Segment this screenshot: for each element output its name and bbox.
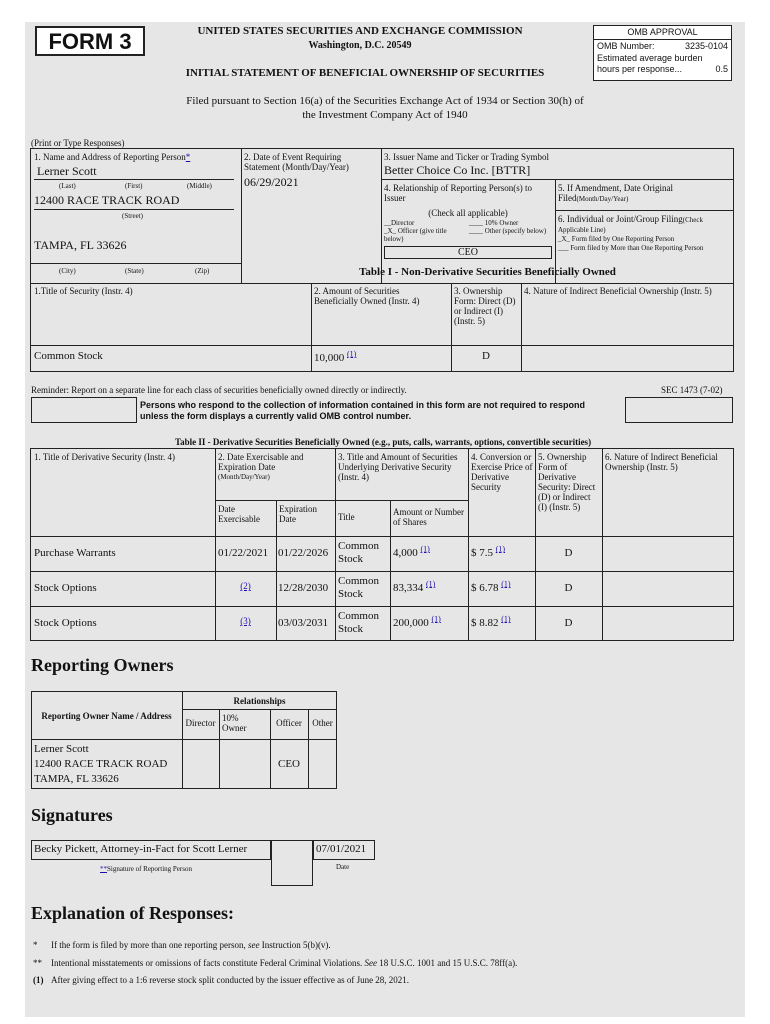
- box2-label: 2. Date of Event Requiring Statement (Month/Day/Year): [244, 152, 349, 172]
- first-label: (First): [125, 182, 143, 190]
- table2-row-exercisable: 01/22/2021: [218, 547, 269, 559]
- signature-gap-box: [271, 840, 313, 886]
- officer-option[interactable]: _X_ Officer (give title below): [384, 227, 447, 243]
- filed-pursuant-line2: the Investment Company Act of 1940: [302, 109, 468, 121]
- table2-row-expiration: 12/28/2030: [278, 582, 329, 594]
- explanation-mark: (1): [33, 975, 44, 985]
- agency-title: UNITED STATES SECURITIES AND EXCHANGE COMMISSION: [197, 25, 523, 37]
- table1-title: Table I - Non-Derivative Securities Beneficially Owned: [359, 266, 616, 278]
- box4-label: 4. Relationship of Reporting Person(s) to Issuer: [384, 183, 532, 203]
- omb-number-value: 3235-0104: [684, 41, 728, 51]
- owners-name-header: Reporting Owner Name / Address: [41, 711, 172, 721]
- table2-row-exercisable-footnote[interactable]: (3): [240, 616, 251, 626]
- officer-checked-mark: _X_: [384, 227, 397, 235]
- officer-title-box: CEO: [384, 246, 552, 259]
- omb-number-label: OMB Number:: [597, 41, 655, 51]
- city-state-zip: TAMPA, FL 33626: [34, 238, 127, 252]
- director-option[interactable]: __Director: [384, 219, 415, 227]
- owners-director-header: Director: [185, 718, 216, 728]
- street-label: (Street): [122, 212, 143, 220]
- box5-label: 5. If Amendment, Date Original Filed(Month/Day/Year): [558, 183, 673, 203]
- explanation-mark: **: [33, 958, 42, 968]
- explanation-item: * If the form is filed by more than one reporting person, see Instruction 5(b)(v).: [33, 940, 331, 950]
- form-title: INITIAL STATEMENT OF BENEFICIAL OWNERSHIP OF SECURITIES: [185, 67, 545, 79]
- table2-row-underlying-title: Common Stock: [338, 540, 379, 565]
- table2-row-price-footnote[interactable]: (1): [501, 614, 511, 624]
- reminder-left-box: [31, 397, 137, 423]
- owners-relationships-header: Relationships: [233, 696, 286, 706]
- table1-row-amount: 10,000 $^{(1)}$: [314, 349, 357, 364]
- table2-col4-header: 4. Conversion or Exercise Price of Derivative Security: [471, 452, 533, 492]
- form-label: FORM 3: [35, 26, 145, 56]
- explanation-item: (1) After giving effect to a 1:6 reverse stock split conducted by the issuer effective as of June 28, 2021.: [33, 975, 410, 985]
- omb-hours-value: 0.5: [715, 64, 728, 74]
- last-label: (Last): [59, 182, 76, 190]
- box6-label: 6. Individual or Joint/Group Filing(Check Applicable Line): [558, 214, 703, 234]
- table1-col3-header: 3. Ownership Form: Direct (D) or Indirect (I) (Instr. 5): [454, 286, 516, 326]
- agency-address: Washington, D.C. 20549: [308, 40, 412, 51]
- table2-row-amount-footnote[interactable]: (1): [431, 614, 441, 624]
- filed-pursuant-line1: Filed pursuant to Section 16(a) of the Securities Exchange Act of 1934 or Section 30(h) of: [186, 95, 584, 107]
- filed-by-more-option[interactable]: ___ Form filed by More than One Reporting Person: [558, 244, 704, 252]
- explanation-mark: *: [33, 940, 38, 950]
- table2-title: Table II - Derivative Securities Beneficially Owned (e.g., puts, calls, warrants, options, convertible securities): [174, 437, 592, 447]
- reminder-text: Reminder: Report on a separate line for each class of securities beneficially owned directly or indirectly.: [31, 385, 407, 395]
- date-label: Date: [336, 863, 350, 871]
- table1-row-amount-footnote[interactable]: (1): [347, 349, 357, 359]
- filed-by-one-option[interactable]: _X_ Form filed by One Reporting Person: [558, 235, 675, 243]
- persons-notice-line2: unless the form displays a currently valid OMB control number.: [140, 411, 412, 421]
- table2-col6-header: 6. Nature of Indirect Beneficial Ownership (Instr. 5): [605, 452, 718, 472]
- reporting-person-name: Lerner Scott: [37, 164, 97, 178]
- table2-row-underlying-title: Common Stock: [338, 610, 379, 635]
- box1-footnote-link[interactable]: *: [185, 152, 191, 162]
- reporting-owners-heading: Reporting Owners: [31, 655, 174, 675]
- signatures-heading: Signatures: [31, 805, 113, 825]
- owners-other-header: Other: [312, 718, 333, 728]
- state-label: (State): [125, 267, 144, 275]
- reminder-right-box: [625, 397, 733, 423]
- omb-title: OMB APPROVAL: [594, 26, 731, 40]
- table2-row-title: Stock Options: [34, 617, 97, 629]
- table2-row-expiration: 01/22/2026: [278, 547, 329, 559]
- sec-number: SEC 1473 (7-02): [661, 385, 723, 395]
- table2-row-form: D: [564, 547, 573, 559]
- table2-row-exercisable-footnote[interactable]: (2): [240, 581, 251, 591]
- event-date: 06/29/2021: [244, 175, 299, 189]
- check-all-label: (Check all applicable): [428, 208, 508, 218]
- zip-label: (Zip): [195, 267, 210, 275]
- signature-footnote-link[interactable]: **: [100, 865, 107, 873]
- table1-row-form: D: [482, 350, 490, 362]
- table1-col4-header: 4. Nature of Indirect Beneficial Ownership (Instr. 5): [524, 286, 712, 296]
- owner-officer-value: CEO: [278, 758, 300, 770]
- omb-hours-label: hours per response...: [597, 64, 683, 74]
- print-note: (Print or Type Responses): [31, 138, 125, 148]
- table2-row-expiration: 03/03/2031: [278, 617, 329, 629]
- owner-name: Lerner Scott: [34, 743, 89, 755]
- owners-officer-header: Officer: [276, 718, 302, 728]
- signer-name: Becky Pickett, Attorney-in-Fact for Scott Lerner: [34, 843, 248, 855]
- table2-col3-header: 3. Title and Amount of Securities Underlying Derivative Security (Instr. 4): [338, 452, 458, 482]
- city-label: (City): [59, 267, 76, 275]
- table2-row-form: D: [564, 617, 573, 629]
- table2-row-title: Purchase Warrants: [34, 547, 116, 559]
- table1-col2-header: 2. Amount of Securities Beneficially Owned (Instr. 4): [314, 286, 420, 306]
- table2-row-price-footnote[interactable]: (1): [495, 544, 506, 554]
- table2-col3b-header: Amount or Number of Shares: [393, 507, 464, 527]
- table2-row-price: $ 7.5 $^{(1)}$: [471, 544, 506, 559]
- table2-row-price-footnote[interactable]: (1): [501, 579, 511, 589]
- ten-percent-option[interactable]: ____ 10% Owner: [469, 219, 519, 227]
- table2-row-title: Stock Options: [34, 582, 97, 594]
- table2-col2a-header: Date Exercisable: [218, 504, 260, 524]
- other-option[interactable]: ____ Other (specify below): [469, 227, 547, 235]
- persons-notice-line1: Persons who respond to the collection of information contained in this form are not required to respond: [140, 400, 586, 410]
- middle-label: (Middle): [187, 182, 212, 190]
- table2-col5-header: 5. Ownership Form of Derivative Security: Direct (D) or Indirect (I) (Instr. 5): [538, 452, 596, 512]
- table2-row-underlying-title: Common Stock: [338, 575, 379, 600]
- table2-col2-header: 2. Date Exercisable and Expiration Date: [218, 452, 304, 472]
- table2-col3a-header: Title: [338, 512, 355, 522]
- table2-row-amount-footnote[interactable]: (1): [426, 579, 436, 589]
- table2-row-price: $ 6.78 $^{(1)}$: [471, 579, 511, 594]
- signature-date: 07/01/2021: [316, 843, 367, 855]
- table2-row-price: $ 8.82 $^{(1)}$: [471, 614, 511, 629]
- table2-row-form: D: [564, 582, 573, 594]
- signature-label: **Signature of Reporting Person: [100, 865, 192, 873]
- table2-col1-header: 1. Title of Derivative Security (Instr. 4): [34, 452, 175, 462]
- table2-col2b-header: Expiration Date: [279, 504, 317, 524]
- explanation-item: ** Intentional misstatements or omissions of facts constitute Federal Criminal Violations. See 18 U.S.C. 1001 and 15 U.S.C. 78ff(a).: [33, 958, 518, 968]
- box3-label: 3. Issuer Name and Ticker or Trading Symbol: [384, 152, 549, 162]
- box6-sub: (Check Applicable Line): [558, 216, 703, 234]
- table1-col1-header: 1.Title of Security (Instr. 4): [34, 286, 133, 296]
- owners-ten-percent-header: 10% Owner: [222, 713, 247, 733]
- table2-row-amount: 200,000 $^{(1)}$: [393, 614, 441, 629]
- owner-street: 12400 RACE TRACK ROAD: [34, 758, 168, 770]
- table2-row-amount-footnote[interactable]: (1): [420, 544, 430, 554]
- table2-row-amount: 4,000 $^{(1)}$: [393, 544, 430, 559]
- table2-col2-sub: (Month/Day/Year): [218, 473, 270, 481]
- explanation-heading: Explanation of Responses:: [31, 903, 235, 923]
- street-address: 12400 RACE TRACK ROAD: [34, 193, 180, 207]
- omb-approval-box: [593, 25, 732, 81]
- box1-label: 1. Name and Address of Reporting Person*: [34, 152, 191, 162]
- table1-row-title: Common Stock: [34, 350, 103, 362]
- owner-city: TAMPA, FL 33626: [34, 773, 119, 785]
- box5-sub: (Month/Day/Year): [576, 195, 629, 203]
- table2-row-amount: 83,334 $^{(1)}$: [393, 579, 436, 594]
- issuer-name: Better Choice Co Inc. [BTTR]: [384, 163, 531, 177]
- omb-burden-label: Estimated average burden: [597, 53, 703, 63]
- form-page: [25, 22, 745, 1017]
